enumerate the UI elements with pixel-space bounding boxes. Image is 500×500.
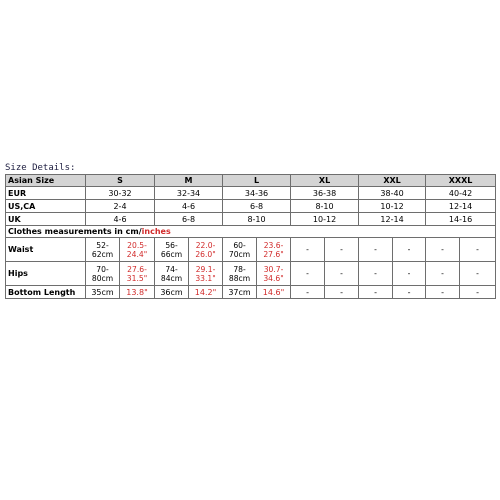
measurement-cell: - bbox=[325, 238, 359, 262]
conversion-row-label: US,CA bbox=[6, 200, 86, 213]
measurement-cell: 13.8" bbox=[120, 286, 155, 299]
size-header-cell: XL bbox=[291, 175, 359, 187]
measurement-cell: 29.1- 33.1" bbox=[189, 262, 223, 286]
measurement-cell: 35cm bbox=[86, 286, 120, 299]
measurement-cell: 74- 84cm bbox=[155, 262, 189, 286]
measurement-row bbox=[6, 286, 496, 299]
measurement-cell: 14.6" bbox=[257, 286, 291, 299]
measurement-cell: - bbox=[426, 238, 460, 262]
conversion-row bbox=[6, 187, 496, 200]
measurement-cell: 14.2" bbox=[189, 286, 223, 299]
conversion-cell: 34-36 bbox=[223, 187, 291, 200]
measurement-cell: 60- 70cm bbox=[223, 238, 257, 262]
measurement-cell: 52- 62cm bbox=[86, 238, 120, 262]
measurement-cell: 70- 80cm bbox=[86, 262, 120, 286]
measurement-cell: - bbox=[325, 286, 359, 299]
conversion-cell: 8-10 bbox=[223, 213, 291, 226]
size-header-cell: M bbox=[155, 175, 223, 187]
measurement-banner-text: Clothes measurements in cm/ bbox=[8, 227, 142, 236]
measurement-cell: - bbox=[426, 262, 460, 286]
measurement-cell: - bbox=[359, 286, 393, 299]
measurement-cell: - bbox=[393, 262, 426, 286]
measurement-banner bbox=[6, 226, 496, 238]
measurement-cell: - bbox=[359, 238, 393, 262]
measurement-cell: - bbox=[359, 262, 393, 286]
conversion-cell: 30-32 bbox=[86, 187, 155, 200]
conversion-row bbox=[6, 213, 496, 226]
conversion-cell: 4-6 bbox=[155, 200, 223, 213]
size-table-body bbox=[6, 175, 496, 299]
conversion-cell: 32-34 bbox=[155, 187, 223, 200]
conversion-row-label: UK bbox=[6, 213, 86, 226]
measurement-cell: 78- 88cm bbox=[223, 262, 257, 286]
conversion-cell: 36-38 bbox=[291, 187, 359, 200]
measurement-row-label: Waist bbox=[6, 238, 86, 262]
measurement-cell: - bbox=[325, 262, 359, 286]
conversion-cell: 6-8 bbox=[155, 213, 223, 226]
caption: Size Details: bbox=[5, 163, 76, 173]
conversion-cell: 6-8 bbox=[223, 200, 291, 213]
measurement-cell: - bbox=[291, 262, 325, 286]
measurement-cell: 22.0- 26.0" bbox=[189, 238, 223, 262]
conversion-row bbox=[6, 200, 496, 213]
conversion-cell: 14-16 bbox=[426, 213, 496, 226]
measurement-row bbox=[6, 262, 496, 286]
conversion-cell: 12-14 bbox=[426, 200, 496, 213]
measurement-cell: 56- 66cm bbox=[155, 238, 189, 262]
measurement-cell: - bbox=[393, 286, 426, 299]
conversion-cell: 2-4 bbox=[86, 200, 155, 213]
measurement-banner-row bbox=[6, 226, 496, 238]
measurement-banner-unit: inches bbox=[141, 227, 171, 236]
measurement-cell: - bbox=[291, 238, 325, 262]
conversion-row-label: EUR bbox=[6, 187, 86, 200]
measurement-cell: - bbox=[426, 286, 460, 299]
conversion-cell: 40-42 bbox=[426, 187, 496, 200]
conversion-cell: 10-12 bbox=[291, 213, 359, 226]
size-chart bbox=[5, 164, 495, 299]
measurement-cell: - bbox=[460, 238, 496, 262]
measurement-cell: 30.7- 34.6" bbox=[257, 262, 291, 286]
conversion-cell: 38-40 bbox=[359, 187, 426, 200]
conversion-cell: 12-14 bbox=[359, 213, 426, 226]
size-header-cell: XXL bbox=[359, 175, 426, 187]
measurement-cell: - bbox=[460, 286, 496, 299]
size-header-cell: S bbox=[86, 175, 155, 187]
measurement-cell: 27.6- 31.5" bbox=[120, 262, 155, 286]
size-table bbox=[5, 174, 496, 299]
measurement-cell: 20.5- 24.4" bbox=[120, 238, 155, 262]
measurement-row bbox=[6, 238, 496, 262]
conversion-cell: 8-10 bbox=[291, 200, 359, 213]
measurement-cell: - bbox=[460, 262, 496, 286]
measurement-row-label: Bottom Length bbox=[6, 286, 86, 299]
conversion-cell: 10-12 bbox=[359, 200, 426, 213]
measurement-cell: - bbox=[291, 286, 325, 299]
size-header-cell: XXXL bbox=[426, 175, 496, 187]
measurement-cell: 37cm bbox=[223, 286, 257, 299]
size-header-cell: L bbox=[223, 175, 291, 187]
measurement-cell: 23.6- 27.6" bbox=[257, 238, 291, 262]
measurement-row-label: Hips bbox=[6, 262, 86, 286]
measurement-cell: 36cm bbox=[155, 286, 189, 299]
measurement-cell: - bbox=[393, 238, 426, 262]
size-header-label: Asian Size bbox=[6, 175, 86, 187]
size-header-row bbox=[6, 175, 496, 187]
conversion-cell: 4-6 bbox=[86, 213, 155, 226]
